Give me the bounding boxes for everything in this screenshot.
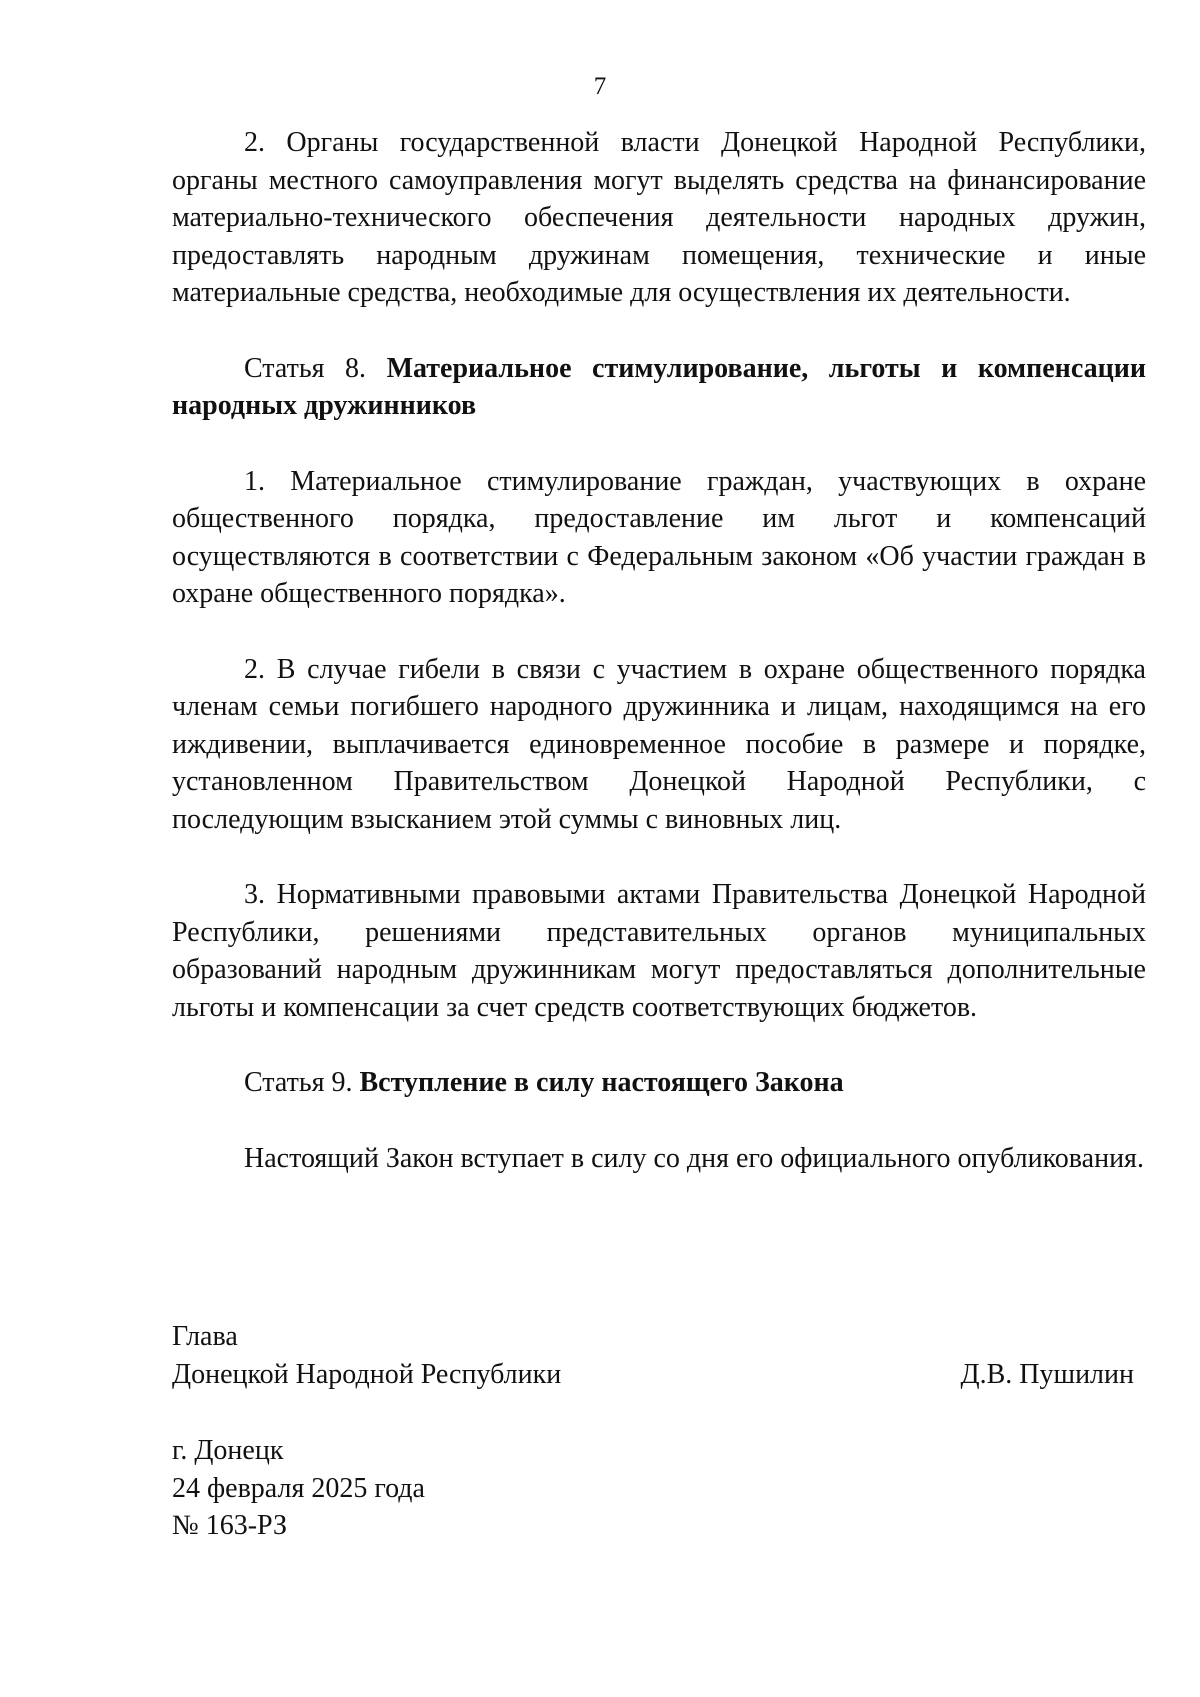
paragraph-art8-item2: 2. В случае гибели в связи с участием в охране общественного порядка членам семьи погибшего народного дружинника и лицам, находящимся на его иждивении, выплачивается единовременное пособие в размере и порядке, установленном Правительством Донецкой Народной Республики, с последующим взысканием этой суммы с виновных лиц. — [172, 653, 1146, 835]
signatory-name: Д.В. Пушилин — [960, 1358, 1134, 1390]
article-8-title: Материальное стимулирование, льготы и компенсации народных дружинников — [172, 352, 1146, 421]
signatory-position-line1: Глава — [172, 1321, 238, 1352]
article-8-number: Статья 8. — [244, 352, 387, 384]
signatory-position-line2: Донецкой Народной Республики — [172, 1358, 562, 1390]
article-9-number: Статья 9. — [244, 1067, 360, 1098]
article-9-title: Вступление в силу настоящего Закона — [359, 1067, 844, 1098]
document-body — [172, 124, 1146, 1177]
issue-date: 24 февраля 2025 года — [172, 1472, 425, 1504]
paragraph-art9-text: Настоящий Закон вступает в силу со дня его официального опубликования. — [244, 1142, 1144, 1174]
article-9-heading — [172, 1064, 1146, 1102]
issue-details — [172, 1432, 425, 1545]
paragraph-art8-item3: 3. Нормативными правовыми актами Правительства Донецкой Народной Республики, решениями представительных органов муниципальных образований народным дружинникам могут предоставляться дополнительные льготы и компенсации за счет средств соответствующих бюджетов. — [172, 879, 1146, 1023]
issue-number: № 163-РЗ — [172, 1510, 287, 1541]
issue-city: г. Донецк — [172, 1435, 284, 1466]
article-8-heading — [172, 350, 1146, 425]
signature-block — [172, 1318, 1134, 1393]
signature-row — [172, 1356, 1134, 1394]
page-number: 7 — [593, 73, 607, 100]
paragraph-art8-item1: 1. Материальное стимулирование граждан, участвующих в охране общественного порядка, предоставление им льгот и компенсаций осуществляются в соответствии с Федеральным законом «Об участии граждан в охране общественного порядка». — [172, 465, 1146, 609]
paragraph-art7-item2: 2. Органы государственной власти Донецкой Народной Республики, органы местного самоуправления могут выделять средства на финансирование материально-технического обеспечения деятельности народных дружин, предоставлять народным дружинам помещения, технические и иные материальные средства, необходимые для осуществления их деятельности. — [172, 127, 1146, 308]
